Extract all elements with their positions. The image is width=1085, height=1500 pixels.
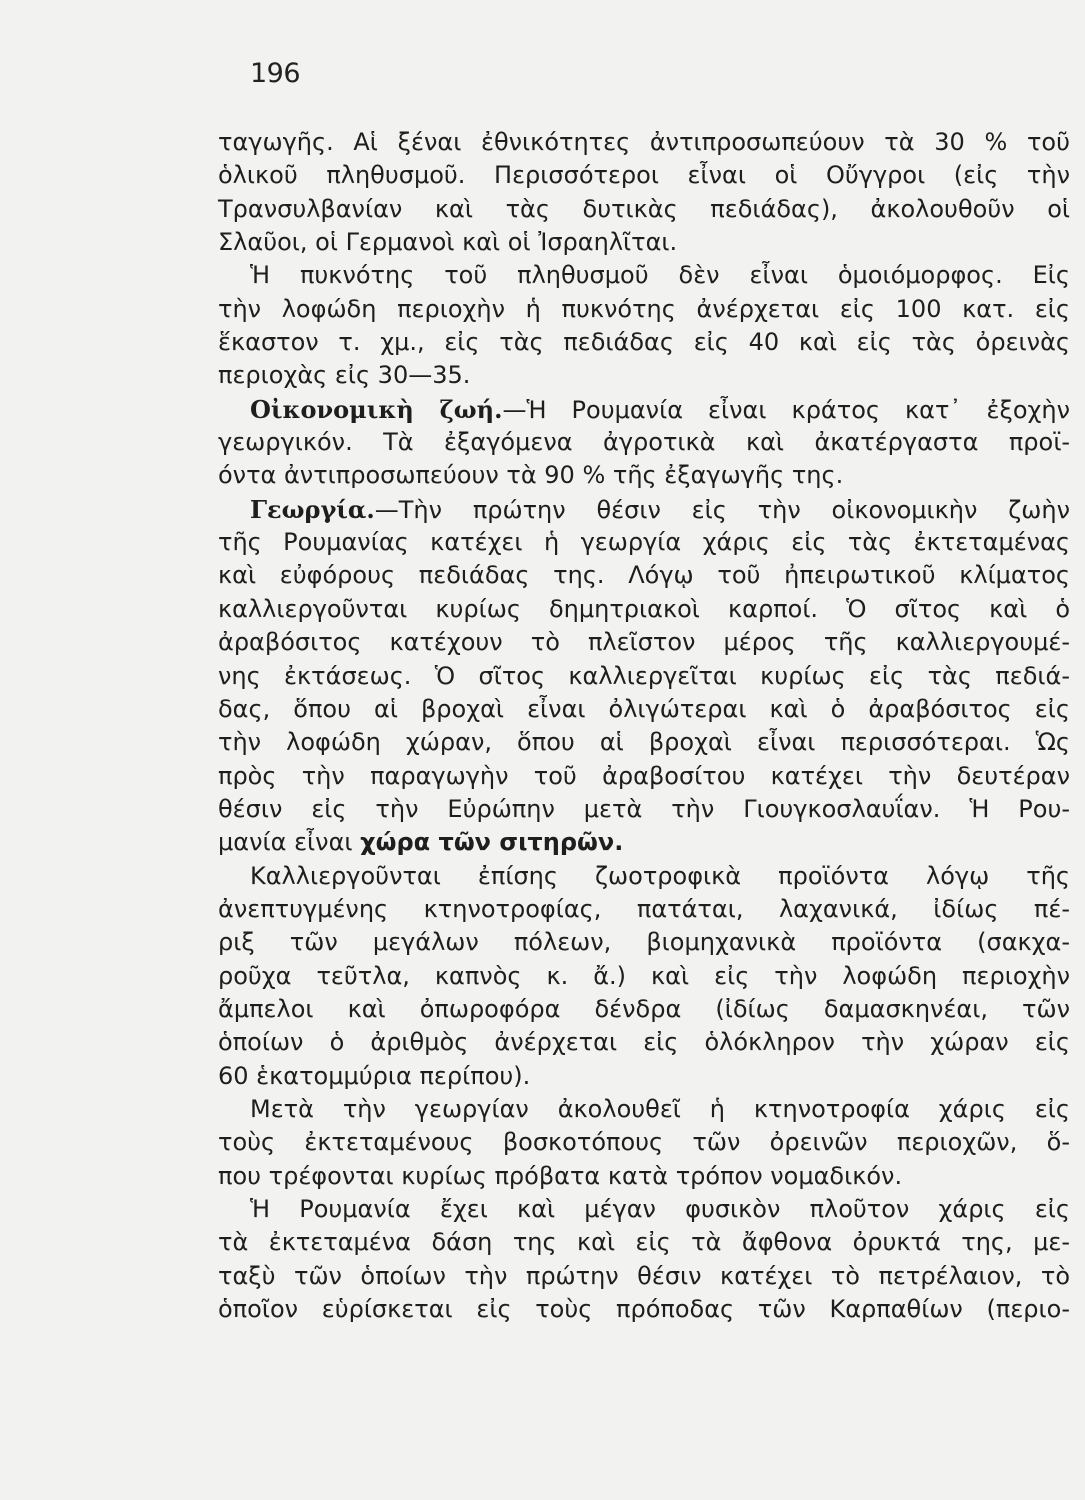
line-text: καὶ εὐφόρους πεδιάδας της. Λόγῳ τοῦ ἠπειρωτικοῦ κλίματος xyxy=(218,561,1070,590)
line-text: —Τὴν πρώτην θέσιν εἰς τὴν οἰκονομικὴν ζωὴν xyxy=(374,495,1070,524)
line-text: μανία εἶναι xyxy=(218,828,361,857)
text-line xyxy=(218,1126,1070,1159)
text-line xyxy=(218,326,1070,359)
text-line xyxy=(218,926,1070,959)
line-text: ὁποῖον εὑρίσκεται εἰς τοὺς πρόποδας τῶν Καρπαθίων (περιο- xyxy=(218,1295,1070,1324)
text-line xyxy=(218,760,1070,793)
text-line xyxy=(218,426,1070,459)
line-text: Τρανσυλβανίαν καὶ τὰς δυτικὰς πεδιάδας), ἀκολουθοῦν οἱ xyxy=(218,194,1070,223)
line-text: Σλαῦοι, οἱ Γερμανοὶ καὶ οἱ Ἰσραηλῖται. xyxy=(218,228,678,257)
text-line xyxy=(218,493,1070,526)
line-text: τὴν λοφώδη περιοχὴν ἡ πυκνότης ἀνέρχεται εἰς 100 κατ. εἰς xyxy=(218,294,1070,323)
line-text: ὁποίων ὁ ἀριθμὸς ἀνέρχεται εἰς ὁλόκληρον τὴν χώραν εἰς xyxy=(218,1028,1070,1057)
line-text: Ἡ πυκνότης τοῦ πληθυσμοῦ δὲν εἶναι ὁμοιόμορφος. Εἰς xyxy=(250,261,1070,290)
text-line xyxy=(218,993,1070,1026)
text-line xyxy=(218,1093,1070,1126)
text-line xyxy=(218,660,1070,693)
text-line xyxy=(218,893,1070,926)
text-line xyxy=(218,293,1070,326)
text-line xyxy=(218,393,1070,426)
text-line xyxy=(218,526,1070,559)
text-line xyxy=(218,226,1070,259)
body-text xyxy=(218,126,1070,1326)
line-text: γεωργικόν. Τὰ ἐξαγόμενα ἀγροτικὰ καὶ ἀκατέργαστα προϊ- xyxy=(218,428,1070,457)
text-line xyxy=(218,693,1070,726)
text-line xyxy=(218,126,1070,159)
line-text: τὴν λοφώδη χώραν, ὅπου αἱ βροχαὶ εἶναι περισσότεραι. Ὡς xyxy=(218,728,1070,757)
section-heading: Γεωργία. xyxy=(250,494,375,524)
text-line xyxy=(218,193,1070,226)
line-text: ροῦχα τεῦτλα, καπνὸς κ. ἄ.) καὶ εἰς τὴν λοφώδη περιοχὴν xyxy=(218,961,1070,990)
line-text: που τρέφονται κυρίως πρόβατα κατὰ τρόπον νομαδικόν. xyxy=(218,1161,903,1190)
text-line xyxy=(218,726,1070,759)
text-line xyxy=(218,1260,1070,1293)
line-text: δας, ὅπου αἱ βροχαὶ εἶναι ὀλιγώτεραι καὶ ὁ ἀραβόσιτος εἰς xyxy=(218,694,1070,723)
page-number: 196 xyxy=(250,58,301,89)
text-line xyxy=(218,1160,1070,1193)
line-text: ριξ τῶν μεγάλων πόλεων, βιομηχανικὰ προϊόντα (σακχα- xyxy=(218,928,1070,957)
line-text: 60 ἑκατομμύρια περίπου). xyxy=(218,1061,531,1090)
line-text: ἀνεπτυγμένης κτηνοτροφίας, πατάται, λαχανικά, ἰδίως πέ- xyxy=(218,894,1070,923)
section-heading: Οἰκονομικὴ ζωή. xyxy=(250,394,503,424)
text-line xyxy=(218,1226,1070,1259)
line-text: ὁλικοῦ πληθυσμοῦ. Περισσότεροι εἶναι οἱ Οὔγγροι (εἰς τὴν xyxy=(218,161,1070,190)
line-text: Καλλιεργοῦνται ἐπίσης ζωοτροφικὰ προϊόντα λόγῳ τῆς xyxy=(250,861,1070,890)
line-text: νης ἐκτάσεως. Ὁ σῖτος καλλιεργεῖται κυρίως εἰς τὰς πεδιά- xyxy=(218,661,1070,690)
line-text: —Ἡ Ρουμανία εἶναι κράτος κατ᾽ ἐξοχὴν xyxy=(502,395,1070,424)
text-line xyxy=(218,626,1070,659)
text-line xyxy=(218,259,1070,292)
text-line xyxy=(218,860,1070,893)
text-line xyxy=(218,1193,1070,1226)
text-line xyxy=(218,1026,1070,1059)
text-line xyxy=(218,1060,1070,1093)
line-text: τὰ ἐκτεταμένα δάση της καὶ εἰς τὰ ἄφθονα ὀρυκτά της, με- xyxy=(218,1228,1070,1257)
line-text: Ἡ Ρουμανία ἔχει καὶ μέγαν φυσικὸν πλοῦτον χάρις εἰς xyxy=(250,1195,1070,1223)
text-line xyxy=(218,359,1070,392)
line-text: περιοχὰς εἰς 30—35. xyxy=(218,361,471,390)
text-line xyxy=(218,960,1070,993)
line-text: πρὸς τὴν παραγωγὴν τοῦ ἀραβοσίτου κατέχει τὴν δευτέραν xyxy=(218,761,1070,790)
line-text: ταξὺ τῶν ὁποίων τὴν πρώτην θέσιν κατέχει τὸ πετρέλαιον, τὸ xyxy=(218,1261,1070,1290)
line-text: όντα ἀντιπροσωπεύουν τὰ 90 % τῆς ἐξαγωγῆς της. xyxy=(218,461,844,490)
text-line xyxy=(218,159,1070,192)
emphasis-text: χώρα τῶν σιτηρῶν. xyxy=(360,828,624,857)
line-text: ἕκαστον τ. χμ., εἰς τὰς πεδιάδας εἰς 40 καὶ εἰς τὰς ὀρεινὰς xyxy=(218,328,1070,357)
line-text: Μετὰ τὴν γεωργίαν ἀκολουθεῖ ἡ κτηνοτροφία χάρις εἰς xyxy=(250,1094,1070,1123)
line-text: ἀραβόσιτος κατέχουν τὸ πλεῖστον μέρος τῆς καλλιεργουμέ- xyxy=(218,628,1070,657)
text-line xyxy=(218,1293,1070,1326)
text-line xyxy=(218,793,1070,826)
line-text: τοὺς ἐκτεταμένους βοσκοτόπους τῶν ὀρεινῶν περιοχῶν, ὅ- xyxy=(218,1128,1070,1157)
text-line xyxy=(218,826,1070,859)
text-line xyxy=(218,559,1070,592)
line-text: θέσιν εἰς τὴν Εὐρώπην μετὰ τὴν Γιουγκοσλαυΐαν. Ἡ Ρου- xyxy=(218,794,1070,823)
line-text: καλλιεργοῦνται κυρίως δημητριακοὶ καρποί. Ὁ σῖτος καὶ ὁ xyxy=(218,594,1070,623)
line-text: τῆς Ρουμανίας κατέχει ἡ γεωργία χάρις εἰς τὰς ἐκτεταμένας xyxy=(218,528,1070,557)
text-line xyxy=(218,593,1070,626)
line-text: ταγωγῆς. Αἱ ξέναι ἐθνικότητες ἀντιπροσωπεύουν τὰ 30 % τοῦ xyxy=(218,128,1070,156)
text-line xyxy=(218,459,1070,492)
line-text: ἄμπελοι καὶ ὀπωροφόρα δένδρα (ἰδίως δαμασκηνέαι, τῶν xyxy=(218,994,1070,1023)
